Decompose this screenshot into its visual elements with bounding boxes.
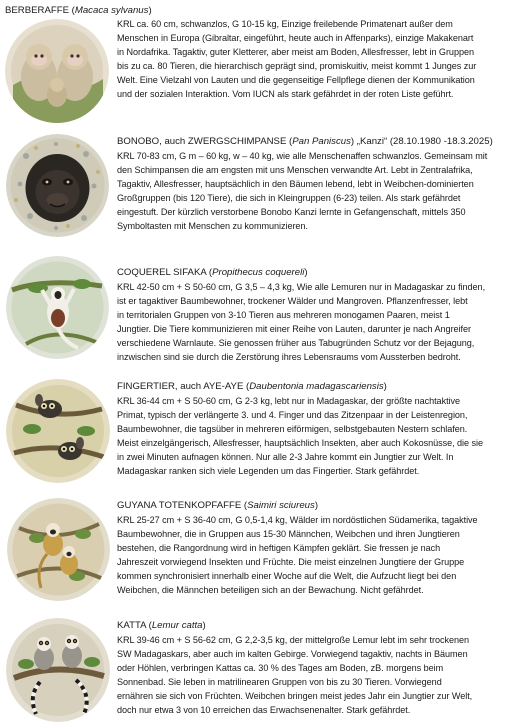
entry-title: COQUEREL SIFAKA (Propithecus coquereli) <box>117 267 308 278</box>
entry-description: KRL 25-27 cm + S 36-40 cm, G 0,5-1,4 kg, Wälder im nordöstlichen Südamerika, tagaktive Baumbewohner, die in Gruppen aus 15-30 Männchen, Weibchen und ihren Jungtieren bestehen, die Rangordnung wird in heftigen Kämpfen geklärt. Sie fressen je nach Jahreszeit vorwiegend Insekten und Früchte. Die meist einzelnen Jungtiere der Gruppe kommen synchronisiert innerhalb einer Woche auf die Welt, die Aufzucht liegt bei den Weibchen, die Männchen beteiligen sich an der Bewachung. Nicht gefährdet. <box>117 515 478 596</box>
sifaka-plate-image <box>6 256 109 359</box>
entry-description: KRL 39-46 cm + S 56-62 cm, G 2,2-3,5 kg, der mittelgroße Lemur lebt im sehr trockenen SW Madagaskars, aber auch im kalten Gebirge. Vorwiegend tagaktiv, nachts in Bäumen oder Höhlen, verbringen Kattas ca. 30 % des Tages am Boden, zB. morgens beim Sonnenbad. Sie leben in matrilinearen Gruppen von bis zu 30 Tieren. Vorwiegend ernähren sie sich von Früchten. Weibchen bringen meist jedes Jahr ein Jungtier zur Welt, doch nur etwa 3 von 10 erreichen das Erwachsenenalter. Stark gefährdet. <box>117 635 473 716</box>
entry-title: KATTA (Lemur catta) <box>117 620 206 631</box>
entry-description: KRL 42-50 cm + S 50-60 cm, G 3,5 – 4,3 kg, Wie alle Lemuren nur in Madagaskar zu finden, ist er tagaktiver Baumbewohner, trockener Wälder und Mangroven. Pflanzenfresser, lebt in territorialen Gruppen von 3-10 Tieren aus mehreren monogamen Paaren, meist 1 Jungtier. Die Tiere kommunizieren mit einer Reihe von Lauten, darunter je nach Angreifer verschiedene Warnlaute. Sie genossen früher aus Tabugründen Schutz vor der Bejagung, inzwischen sind sie durch die Zerstörung ihres Lebensraums vom Aussterben bedroht. <box>117 282 486 363</box>
entry-description: KRL 70-83 cm, G m – 60 kg, w – 40 kg, wie alle Menschenaffen schwanzlos. Gemeinsam mit den Schimpansen die am engsten mit uns Menschen verwandte Art. Lebt in Zentralafrika, Tagaktiv, Allesfresser, hauptsächlich in den Bäumen lebend, lebt in Weibchen-dominierten Großgruppen (bis 120 Tiere), die sich in Kleingruppen (6-23) teilen. Als stark gefährdet eingestuft. Der kürzlich verstorbene Bonobo Kanzi lernte in Gefangenschaft, mittels 350 Symboltasten mit Menschen zu kommunizieren. <box>117 151 488 232</box>
entry-description: KRL 36-44 cm + S 50-60 cm, G 2-3 kg, lebt nur in Madagaskar, der größte nachtaktive Primat, typisch der verlängerte 3. und 4. Finger und das Zitzenpaar in der Leistenregion, Baumbewohner, die tagsüber in mehreren eiförmigen, selbstgebauten Nestern schlafen. Meist einzelgängerisch, Allesfresser, hauptsächlich Insekten, aber auch Kokosnüsse, die sie in zwei Minuten aufnagen können. Nur alle 2-3 Jahre kommt ein Jungtier zur Welt. In Madagaskar ranken sich viele Legenden um das Fingertier. Stark gefährdet. <box>117 396 483 477</box>
entry-title: BERBERAFFE (Macaca sylvanus) <box>5 5 152 16</box>
aye-aye-plate-image <box>6 379 110 483</box>
barbary-macaque-plate-image <box>5 19 109 123</box>
entry-description: KRL ca. 60 cm, schwanzlos, G 10-15 kg, Einzige freilebende Primatenart außer dem Menschen in Europa (Gibraltar, eingeführt, heute auch in Affenparks), einzige Makakenart in Nordafrika. Tagaktiv, guter Kletterer, aber meist am Boden, Allesfresser, lebt in Gruppen bis zu ca. 80 Tieren, die hierarchisch geprägt sind, promiskuitiv, meist kommt 1 Junges zur Welt. Eine Vielzahl von Lauten und die gegenseitige Fellpflege dienen der Kommunikation und der sozialen Interaktion. Vom IUCN als stark gefährdet in der roten Liste geführt. <box>117 19 477 100</box>
entry-title: GUYANA TOTENKOPFAFFE (Saimiri sciureus) <box>117 500 319 511</box>
squirrel-monkey-plate-image <box>7 498 110 601</box>
bonobo-plate-image <box>6 134 109 237</box>
entry-title: FINGERTIER, auch AYE-AYE (Daubentonia madagascariensis) <box>117 381 387 392</box>
entry-title: BONOBO, auch ZWERGSCHIMPANSE (Pan Paniscus) „Kanzi“ (28.10.1980 -18.3.2025) <box>117 136 493 147</box>
ring-tailed-lemur-plate-image <box>6 618 110 722</box>
